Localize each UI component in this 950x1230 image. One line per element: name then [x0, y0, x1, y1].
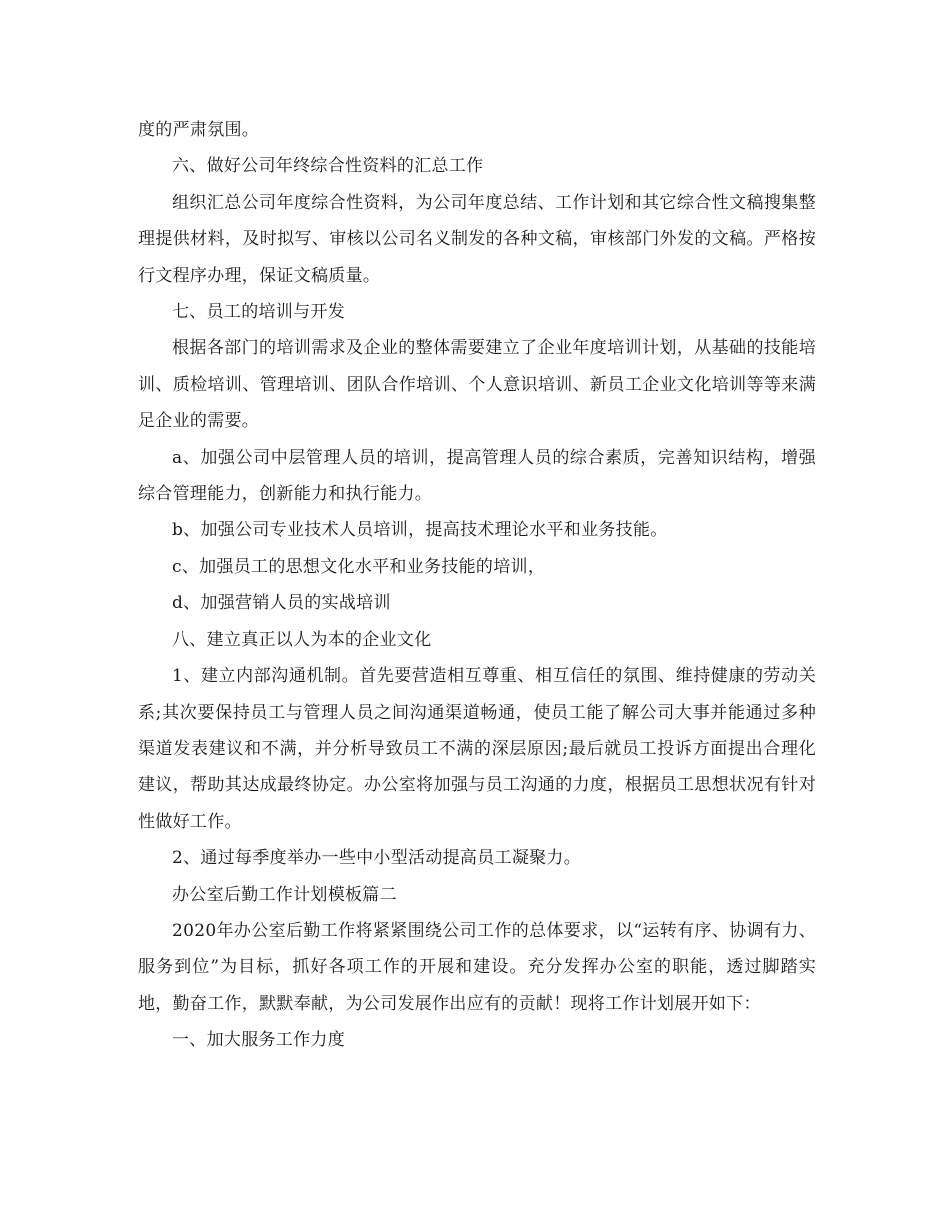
- section-heading-8: 八、建立真正以人为本的企业文化: [172, 629, 432, 650]
- article-title-part-2: 办公室后勤工作计划模板篇二: [172, 884, 397, 905]
- document-body: [138, 112, 816, 1059]
- list-item-c: c、加强员工的思想文化水平和业务技能的培训，: [172, 556, 546, 577]
- paragraph-2020-plan: 2020年办公室后勤工作将紧紧围绕公司工作的总体要求，以“运转有序、协调有力、服务到位”为目标，抓好各项工作的开展和建设。充分发挥办公室的职能，透过脚踏实地，勤奋工作，默默奉献，为公司发展作出应有的贡献！现将工作计划展开如下：: [138, 920, 816, 1014]
- paragraph-continuation: 度的严肃氛围。: [138, 120, 260, 140]
- paragraph-compile-materials: 组织汇总公司年度综合性资料，为公司年度总结、工作计划和其它综合性文稿搜集整理提供材料，及时拟写、审核以公司名义制发的各种文稿，审核部门外发的文稿。严格按行文程序办理，保证文稿质量。: [138, 192, 816, 286]
- list-item-1: 1、建立内部沟通机制。首先要营造相互尊重、相互信任的氛围、维持健康的劳动关系;其次要保持员工与管理人员之间沟通渠道畅通，使员工能了解公司大事并能通过多种渠道发表建议和不满，并分析导致员工不满的深层原因;最后就员工投诉方面提出合理化建议，帮助其达成最终协定。办公室将加强与员工沟通的力度，根据员工思想状况有针对性做好工作。: [138, 666, 816, 832]
- section-heading-6: 六、做好公司年终综合性资料的汇总工作: [172, 156, 484, 177]
- list-item-a: a、加强公司中层管理人员的培训，提高管理人员的综合素质，完善知识结构，增强综合管理能力，创新能力和执行能力。: [138, 447, 816, 505]
- section-heading-7: 七、员工的培训与开发: [172, 302, 345, 323]
- list-item-b: b、加强公司专业技术人员培训，提高技术理论水平和业务技能。: [172, 520, 668, 541]
- paragraph-training-plan: 根据各部门的培训需求及企业的整体需要建立了企业年度培训计划，从基础的技能培训、质检培训、管理培训、团队合作培训、个人意识培训、新员工企业文化培训等等来满足企业的需要。: [138, 338, 816, 432]
- list-item-d: d、加强营销人员的实战培训: [172, 593, 391, 614]
- list-item-2: 2、通过每季度举办一些中小型活动提高员工凝聚力。: [172, 848, 582, 869]
- section-heading-1: 一、加大服务工作力度: [172, 1030, 345, 1051]
